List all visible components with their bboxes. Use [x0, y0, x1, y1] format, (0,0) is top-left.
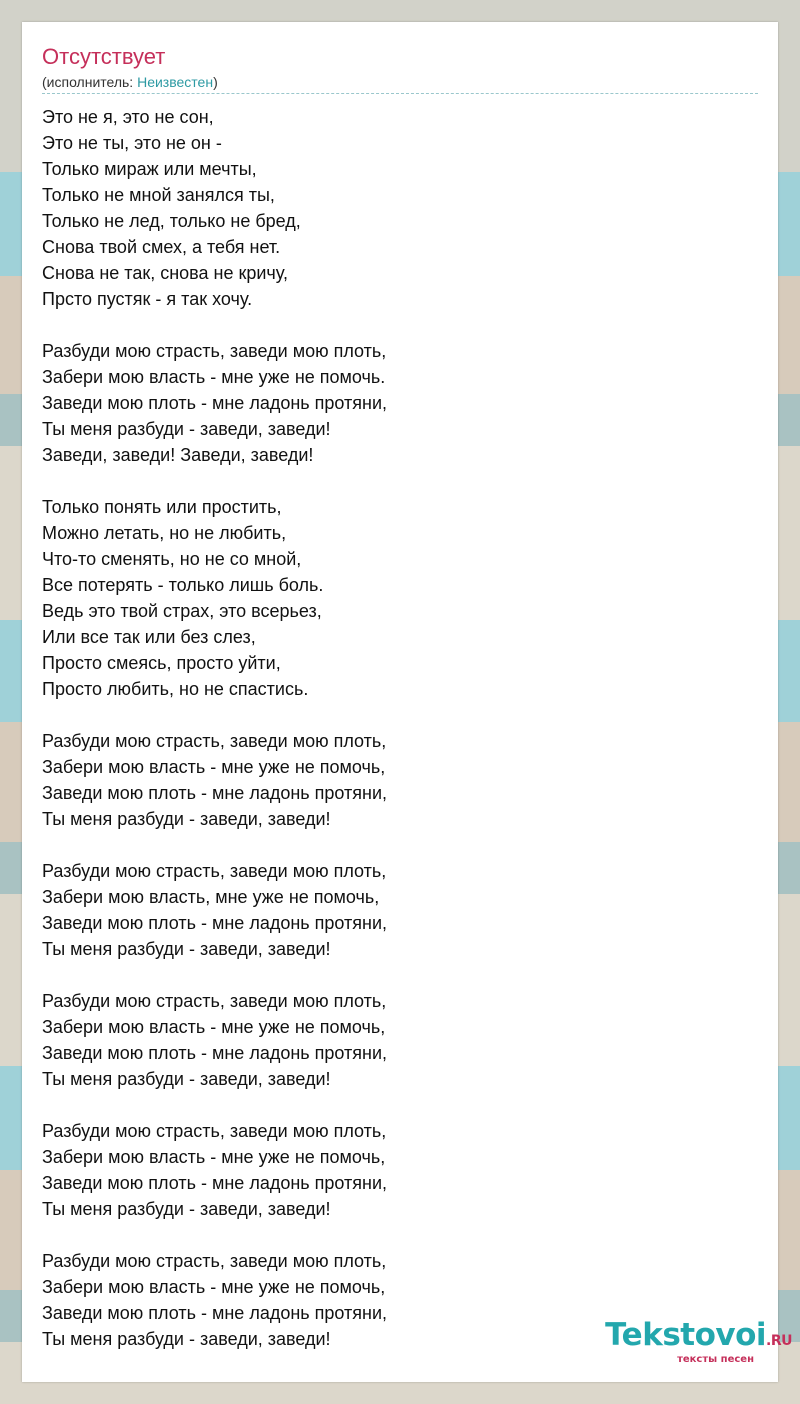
lyrics-line: Только не лед, только не бред,	[42, 211, 301, 231]
lyrics-line: Только мираж или мечты,	[42, 159, 257, 179]
lyrics-stanza	[42, 1248, 387, 1352]
lyrics-line: Разбуди мою страсть, заведи мою плоть,	[42, 1121, 387, 1141]
lyrics-line: Только не мной занялся ты,	[42, 185, 275, 205]
lyrics-line: Ты меня разбуди - заведи, заведи!	[42, 1069, 331, 1089]
lyrics-stanza	[42, 338, 387, 468]
lyrics-line: Забери мою власть - мне уже не помочь,	[42, 1017, 386, 1037]
lyrics-line: Это не я, это не сон,	[42, 107, 214, 127]
artist-link[interactable]: Неизвестен	[137, 74, 214, 90]
lyrics-line: Разбуди мою страсть, заведи мою плоть,	[42, 861, 387, 881]
lyrics-line: Снова не так, снова не кричу,	[42, 263, 288, 283]
lyrics-line: Просто смеясь, просто уйти,	[42, 653, 281, 673]
lyrics-line: Только понять или простить,	[42, 497, 282, 517]
lyrics-line: Можно летать, но не любить,	[42, 523, 287, 543]
lyrics-stanza	[42, 494, 387, 702]
lyrics-line: Заведи мою плоть - мне ладонь протяни,	[42, 783, 388, 803]
lyrics-line: Заведи мою плоть - мне ладонь протяни,	[42, 393, 388, 413]
song-title: Отсутствует	[42, 44, 166, 69]
lyrics-line: Заведи, заведи! Заведи, заведи!	[42, 445, 314, 465]
lyrics-line: Забери мою власть, мне уже не помочь,	[42, 887, 380, 907]
lyrics-stanza	[42, 104, 387, 312]
lyrics-stanza	[42, 1118, 387, 1222]
artist-prefix: (исполнитель:	[42, 74, 138, 90]
lyrics-line: Ты меня разбуди - заведи, заведи!	[42, 809, 331, 829]
logo-tld: .RU	[766, 1333, 792, 1349]
lyrics-line: Разбуди мою страсть, заведи мою плоть,	[42, 991, 387, 1011]
lyrics-line: Забери мою власть - мне уже не помочь,	[42, 1277, 386, 1297]
lyrics-line: Что-то сменять, но не со мной,	[42, 549, 302, 569]
lyrics-line: Все потерять - только лишь боль.	[42, 575, 324, 595]
lyrics-line: Забери мою власть - мне уже не помочь.	[42, 367, 386, 387]
lyrics-line: Заведи мою плоть - мне ладонь протяни,	[42, 1043, 388, 1063]
logo-tagline: тексты песен	[677, 1354, 754, 1365]
lyrics-line: Снова твой смех, а тебя нет.	[42, 237, 281, 257]
lyrics-line: Разбуди мою страсть, заведи мою плоть,	[42, 1251, 387, 1271]
artist-suffix: )	[213, 74, 218, 90]
lyrics-line: Просто любить, но не спастись.	[42, 679, 309, 699]
lyrics-stanza	[42, 988, 387, 1092]
lyrics-line: Заведи мою плоть - мне ладонь протяни,	[42, 1173, 388, 1193]
lyrics-line: Ты меня разбуди - заведи, заведи!	[42, 1199, 331, 1219]
lyrics-stanza	[42, 728, 387, 832]
lyrics-body	[42, 104, 387, 1352]
logo-wordmark	[605, 1318, 792, 1358]
lyrics-line: Ты меня разбуди - заведи, заведи!	[42, 419, 331, 439]
site-logo[interactable]	[605, 1318, 792, 1365]
lyrics-line: Забери мою власть - мне уже не помочь,	[42, 1147, 386, 1167]
logo-name: Tekstovoi	[605, 1317, 767, 1353]
lyrics-line: Разбуди мою страсть, заведи мою плоть,	[42, 731, 387, 751]
artist-line	[42, 73, 758, 94]
lyrics-card	[22, 22, 778, 1382]
lyrics-line: Или все так или без слез,	[42, 627, 256, 647]
lyrics-line: Ты меня разбуди - заведи, заведи!	[42, 939, 331, 959]
lyrics-stanza	[42, 858, 387, 962]
lyrics-line: Разбуди мою страсть, заведи мою плоть,	[42, 341, 387, 361]
lyrics-line: Прсто пустяк - я так хочу.	[42, 289, 253, 309]
lyrics-line: Заведи мою плоть - мне ладонь протяни,	[42, 1303, 388, 1323]
lyrics-line: Это не ты, это не он -	[42, 133, 222, 153]
lyrics-line: Ведь это твой страх, это всерьез,	[42, 601, 322, 621]
lyrics-line: Ты меня разбуди - заведи, заведи!	[42, 1329, 331, 1349]
lyrics-line: Заведи мою плоть - мне ладонь протяни,	[42, 913, 388, 933]
lyrics-line: Забери мою власть - мне уже не помочь,	[42, 757, 386, 777]
